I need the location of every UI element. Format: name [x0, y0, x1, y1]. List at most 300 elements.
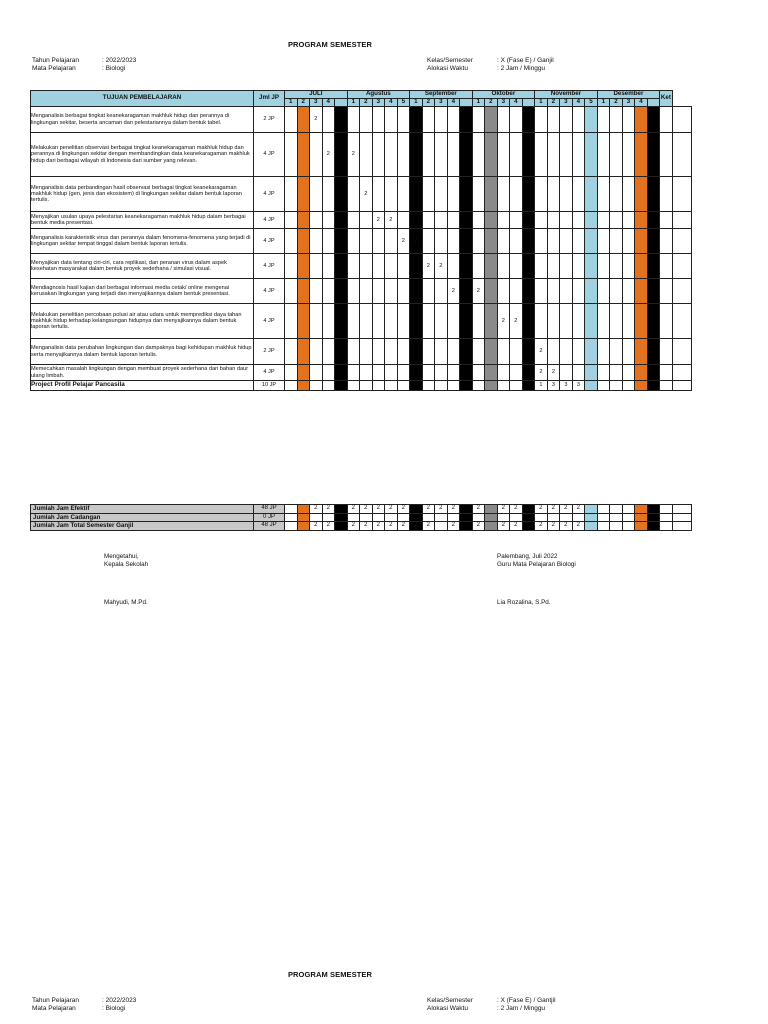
week-cell [622, 107, 635, 133]
jp-value: 10 JP [254, 381, 285, 391]
week-cell [347, 177, 360, 212]
week-cell [447, 133, 460, 177]
week-cell [397, 107, 410, 133]
meta-label: Mata Pelajaran [32, 65, 76, 72]
week-cell [647, 133, 660, 177]
week-cell [585, 254, 598, 279]
meta-value: : 2022/2023 [102, 57, 137, 64]
week-cell [647, 365, 660, 381]
meta-right [427, 57, 554, 73]
objective-text: Melakukan penelitian observasi berbagai tingkat keanekaragaman makhluk hidup dan perannya di lingkungan sekitar dengan membandingkan data keanekaragaman makhluk hidup dari berbagai wilayah di Indonesia dari sumber yang relevan. [31, 133, 254, 177]
meta-left [32, 57, 136, 73]
week-cell [335, 133, 348, 177]
ket-cell [672, 107, 691, 133]
summary-cell [497, 513, 510, 522]
week-cell [472, 365, 485, 381]
meta-row-time [427, 65, 554, 73]
week-cell [647, 107, 660, 133]
week-cell [422, 229, 435, 254]
summary-cell [410, 513, 423, 522]
week-cell [447, 212, 460, 229]
week-cell [622, 212, 635, 229]
week-cell [335, 229, 348, 254]
week-cell [385, 304, 398, 339]
week-cell [485, 339, 498, 365]
week-cell [435, 212, 448, 229]
meta-label: Tahun Pelajaran [32, 57, 79, 64]
week-cell [585, 279, 598, 304]
week-cell [410, 365, 423, 381]
header-week [647, 99, 660, 107]
ket-cell [672, 212, 691, 229]
header-week: 2 [547, 99, 560, 107]
week-cell [622, 254, 635, 279]
week-cell [435, 304, 448, 339]
summary-jp: 48 JP [254, 505, 285, 514]
header-month: Oktober [472, 91, 535, 99]
week-cell [460, 107, 473, 133]
week-cell [460, 279, 473, 304]
week-cell [435, 279, 448, 304]
week-cell [485, 381, 498, 391]
objective-text: Menyajikan usulan upaya pelestarian keanekaragaman makhluk hidup dalam berbagai bentuk media presentasi. [31, 212, 254, 229]
week-cell [460, 212, 473, 229]
meta-row-subject [32, 65, 136, 73]
objective-text: Melakukan penelitian percobaan polusi air atau udara untuk memprediksi daya tahan makhluk hidup terhadap kelangsungan hidupnya dan menyajikannya dalam bentuk laporan tertulis. [31, 304, 254, 339]
summary-ket-cell [672, 522, 691, 531]
week-cell [660, 212, 673, 229]
summary-cell: 2 [510, 522, 523, 531]
week-cell [610, 381, 623, 391]
week-cell [660, 133, 673, 177]
jp-value: 2 JP [254, 107, 285, 133]
week-cell [385, 229, 398, 254]
week-cell [647, 177, 660, 212]
week-cell: 2 [385, 212, 398, 229]
week-cell [385, 339, 398, 365]
summary-cell [447, 513, 460, 522]
week-cell [297, 279, 310, 304]
week-cell [447, 177, 460, 212]
week-cell [285, 177, 298, 212]
summary-table [30, 504, 692, 531]
week-cell [310, 304, 323, 339]
summary-cell [660, 513, 673, 522]
week-cell [585, 212, 598, 229]
summary-cell [435, 513, 448, 522]
week-cell [572, 177, 585, 212]
header-week: 5 [585, 99, 598, 107]
week-cell [610, 365, 623, 381]
summary-cell: 2 [385, 505, 398, 514]
week-cell [510, 339, 523, 365]
sig-left-line2: Kepala Sekolah [104, 561, 149, 568]
summary-cell: 2 [322, 505, 335, 514]
week-cell [335, 365, 348, 381]
summary-cell [560, 513, 573, 522]
meta-value: : 2 Jam / Minggu [497, 1005, 546, 1012]
week-cell [447, 365, 460, 381]
header-week: 1 [410, 99, 423, 107]
week-cell [535, 177, 548, 212]
week-cell [497, 381, 510, 391]
objective-text: Menyajikan data tentang ciri-ciri, cara replikasi, dan peranan virus dalam aspek kesehatan masyarakat dalam bentuk proyek sederhana / simulasi visual. [31, 254, 254, 279]
week-cell [510, 254, 523, 279]
summary-cell [647, 522, 660, 531]
week-cell [372, 365, 385, 381]
week-cell [547, 212, 560, 229]
week-cell [647, 229, 660, 254]
summary-jp: 48 JP [254, 522, 285, 531]
header-week: 2 [485, 99, 498, 107]
summary-cell: 2 [372, 505, 385, 514]
week-cell [422, 304, 435, 339]
week-cell [422, 133, 435, 177]
signature-right [497, 553, 576, 607]
header-week: 3 [560, 99, 573, 107]
jp-value: 4 JP [254, 254, 285, 279]
summary-cell [597, 505, 610, 514]
header-jp: Jml JP [254, 91, 285, 107]
week-cell [285, 365, 298, 381]
summary-cell [485, 522, 498, 531]
header-week: 1 [472, 99, 485, 107]
meta-value: : Biologi [102, 1005, 126, 1012]
week-cell [347, 279, 360, 304]
summary-cell [385, 513, 398, 522]
ket-cell [672, 177, 691, 212]
summary-cell [610, 505, 623, 514]
week-cell [410, 254, 423, 279]
week-cell [322, 279, 335, 304]
week-cell [310, 254, 323, 279]
week-cell [647, 254, 660, 279]
week-cell [472, 177, 485, 212]
week-cell [322, 177, 335, 212]
week-cell [285, 212, 298, 229]
header-week: 2 [297, 99, 310, 107]
week-cell [597, 212, 610, 229]
week-cell [485, 107, 498, 133]
week-cell [460, 339, 473, 365]
meta-row-year [32, 997, 136, 1005]
week-cell [547, 304, 560, 339]
week-cell [385, 279, 398, 304]
week-cell [572, 304, 585, 339]
week-cell [360, 254, 373, 279]
week-cell [410, 339, 423, 365]
objective-text: Menganalisis karakteristik virus dan perannya dalam fenomena-fenomena yang terjadi di lingkungan sekitar tempat tinggal dalam bentuk laporan tertulis. [31, 229, 254, 254]
summary-cell: 2 [547, 505, 560, 514]
week-cell [597, 304, 610, 339]
week-cell [297, 229, 310, 254]
sig-right-name: Lia Rozalina, S.Pd. [497, 599, 551, 606]
week-cell [572, 339, 585, 365]
week-cell [410, 133, 423, 177]
week-cell [635, 254, 648, 279]
week-cell [560, 365, 573, 381]
week-cell [622, 304, 635, 339]
meta-value: : X (Fase E) / Gantjil [497, 997, 556, 1004]
week-cell [310, 133, 323, 177]
week-cell [622, 177, 635, 212]
week-cell [385, 365, 398, 381]
week-cell: 2 [360, 177, 373, 212]
summary-cell [635, 513, 648, 522]
summary-cell [622, 513, 635, 522]
summary-cell [397, 513, 410, 522]
week-cell [310, 229, 323, 254]
week-cell [472, 133, 485, 177]
week-cell [610, 279, 623, 304]
week-cell [322, 107, 335, 133]
week-cell [497, 107, 510, 133]
week-cell: 2 [322, 133, 335, 177]
week-cell [610, 212, 623, 229]
summary-cell [660, 505, 673, 514]
week-cell [322, 254, 335, 279]
summary-row [31, 522, 692, 531]
week-cell [622, 365, 635, 381]
jp-value: 2 JP [254, 339, 285, 365]
week-cell [485, 304, 498, 339]
week-cell [360, 279, 373, 304]
header-week: 5 [397, 99, 410, 107]
summary-cell: 2 [310, 505, 323, 514]
week-cell [560, 339, 573, 365]
meta-row-class [427, 997, 556, 1005]
week-cell [535, 229, 548, 254]
week-cell [347, 229, 360, 254]
week-cell [610, 254, 623, 279]
week-cell [485, 133, 498, 177]
week-cell [335, 177, 348, 212]
week-cell [522, 177, 535, 212]
summary-cell [297, 522, 310, 531]
header-week: 1 [597, 99, 610, 107]
summary-cell [460, 513, 473, 522]
week-cell [597, 365, 610, 381]
header-week: 3 [310, 99, 323, 107]
week-cell [347, 107, 360, 133]
week-cell [360, 339, 373, 365]
week-cell [347, 381, 360, 391]
summary-label: Jumlah Jam Cadangan [31, 513, 254, 522]
week-cell [447, 339, 460, 365]
week-cell [522, 365, 535, 381]
summary-cell [585, 505, 598, 514]
week-cell [535, 133, 548, 177]
week-cell [335, 339, 348, 365]
summary-cell: 2 [422, 522, 435, 531]
week-cell [435, 381, 448, 391]
summary-cell: 2 [472, 505, 485, 514]
week-cell [297, 304, 310, 339]
week-cell [410, 279, 423, 304]
week-cell [385, 254, 398, 279]
week-cell [397, 304, 410, 339]
summary-cell [347, 513, 360, 522]
summary-cell: 2 [572, 522, 585, 531]
meta-label: Mata Pelajaran [32, 1005, 76, 1012]
week-cell [297, 133, 310, 177]
week-cell [460, 229, 473, 254]
week-cell [372, 133, 385, 177]
week-cell [322, 339, 335, 365]
week-cell [410, 107, 423, 133]
meta-value: : 2 Jam / Minggu [497, 65, 546, 72]
header-week: 4 [635, 99, 648, 107]
week-cell [585, 177, 598, 212]
week-cell [535, 254, 548, 279]
week-cell [622, 279, 635, 304]
week-cell [372, 177, 385, 212]
objective-row [31, 339, 692, 365]
summary-cell [372, 513, 385, 522]
week-cell [547, 133, 560, 177]
document-title: PROGRAM SEMESTER [287, 40, 373, 49]
week-cell [597, 339, 610, 365]
week-cell [422, 339, 435, 365]
week-cell [322, 212, 335, 229]
week-cell [285, 254, 298, 279]
week-cell [572, 254, 585, 279]
summary-ket-cell [672, 505, 691, 514]
week-cell [485, 177, 498, 212]
week-cell [360, 107, 373, 133]
meta-row-time [427, 1005, 556, 1013]
summary-cell: 2 [535, 522, 548, 531]
week-cell: 2 [372, 212, 385, 229]
objective-text: Project Profil Pelajar Pancasila [31, 381, 254, 391]
ket-cell [672, 381, 691, 391]
week-cell [372, 304, 385, 339]
week-cell: 3 [560, 381, 573, 391]
week-cell [435, 107, 448, 133]
meta-label: Kelas/Semester [427, 57, 473, 64]
week-cell [572, 107, 585, 133]
week-cell [460, 365, 473, 381]
week-cell [460, 254, 473, 279]
week-cell [497, 177, 510, 212]
week-cell [360, 229, 373, 254]
week-cell [547, 279, 560, 304]
header-week: 2 [360, 99, 373, 107]
week-cell [660, 229, 673, 254]
header-week: 3 [372, 99, 385, 107]
week-cell [585, 339, 598, 365]
summary-cell [485, 513, 498, 522]
objective-row [31, 381, 692, 391]
summary-cell [522, 513, 535, 522]
week-cell [585, 107, 598, 133]
week-cell [435, 177, 448, 212]
summary-cell [597, 513, 610, 522]
header-week [460, 99, 473, 107]
summary-cell [485, 505, 498, 514]
week-cell [635, 212, 648, 229]
week-cell [397, 381, 410, 391]
week-cell [522, 254, 535, 279]
summary-cell [572, 513, 585, 522]
summary-cell: 2 [410, 522, 423, 531]
summary-cell: 2 [560, 505, 573, 514]
objectives-table [30, 90, 692, 391]
week-cell [647, 381, 660, 391]
header-week: 1 [347, 99, 360, 107]
summary-cell [360, 513, 373, 522]
summary-cell [460, 522, 473, 531]
week-cell [372, 254, 385, 279]
objective-text: Menganalisis data perubahan lingkungan dan dampaknya bagi kehidupan makhluk hidup serta menyajikannya dalam bentuk laporan tertulis. [31, 339, 254, 365]
week-cell [410, 212, 423, 229]
summary-cell [335, 505, 348, 514]
sig-left-name: Mahyudi, M.Pd. [104, 599, 148, 606]
week-cell [435, 133, 448, 177]
week-cell [660, 107, 673, 133]
summary-cell: 2 [447, 522, 460, 531]
week-cell [347, 212, 360, 229]
week-cell [397, 365, 410, 381]
week-cell [485, 254, 498, 279]
week-cell [560, 133, 573, 177]
week-cell [597, 254, 610, 279]
summary-cell [585, 513, 598, 522]
week-cell: 2 [422, 254, 435, 279]
week-cell [560, 304, 573, 339]
week-cell: 2 [547, 365, 560, 381]
summary-cell: 2 [535, 505, 548, 514]
summary-cell: 2 [422, 505, 435, 514]
summary-cell: 2 [410, 505, 423, 514]
week-cell [647, 304, 660, 339]
sig-right-line2: Guru Mata Pelajaran Biologi [497, 561, 576, 568]
objective-row [31, 304, 692, 339]
week-cell [510, 381, 523, 391]
week-cell [497, 212, 510, 229]
week-cell [310, 381, 323, 391]
week-cell [535, 212, 548, 229]
week-cell [635, 177, 648, 212]
week-cell [322, 229, 335, 254]
summary-cell: 2 [347, 522, 360, 531]
week-cell [447, 381, 460, 391]
week-cell [422, 279, 435, 304]
week-cell [410, 177, 423, 212]
week-cell [472, 339, 485, 365]
summary-row [31, 513, 692, 522]
week-cell [497, 254, 510, 279]
week-cell [485, 365, 498, 381]
week-cell [585, 229, 598, 254]
week-cell [572, 365, 585, 381]
summary-cell: 2 [572, 505, 585, 514]
header-week: 2 [610, 99, 623, 107]
objective-row [31, 365, 692, 381]
ket-cell [672, 133, 691, 177]
week-cell [335, 254, 348, 279]
summary-cell [522, 522, 535, 531]
week-cell [460, 177, 473, 212]
summary-row [31, 505, 692, 514]
week-cell [347, 254, 360, 279]
meta-row-year [32, 57, 136, 65]
week-cell [597, 177, 610, 212]
week-cell [285, 381, 298, 391]
week-cell [547, 229, 560, 254]
week-cell [385, 177, 398, 212]
week-cell [622, 339, 635, 365]
